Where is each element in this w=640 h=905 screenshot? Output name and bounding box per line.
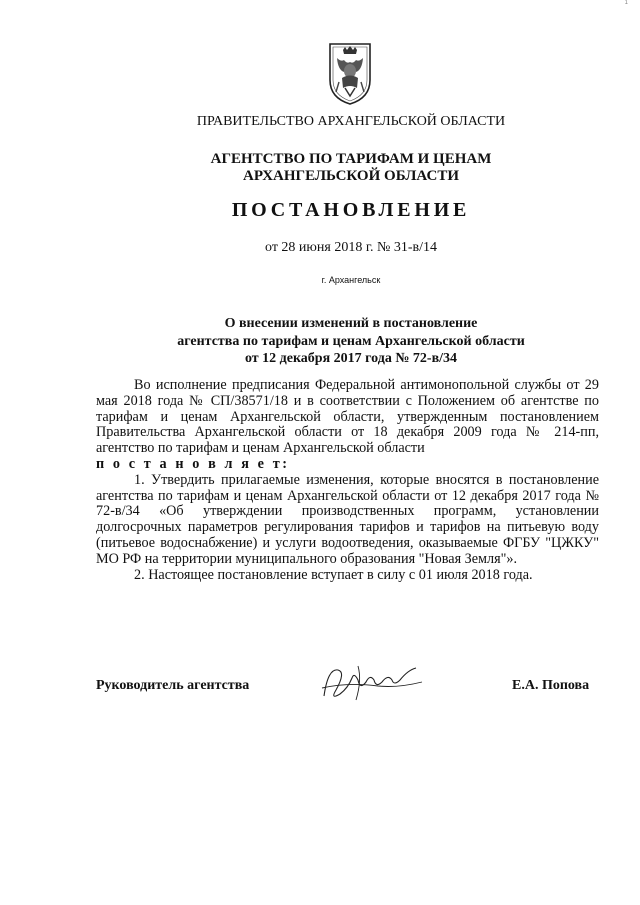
decides-word: п о с т а н о в л я е т: [96, 455, 290, 472]
coat-of-arms-emblem [327, 40, 373, 106]
agency-name-line1: АГЕНТСТВО ПО ТАРИФАМ И ЦЕНАМ [210, 151, 492, 167]
government-name: ПРАВИТЕЛЬСТВО АРХАНГЕЛЬСКОЙ ОБЛАСТИ [196, 114, 506, 129]
date-and-number: от 28 июня 2018 г. № 31-в/14 [265, 240, 437, 255]
signatory-position: Руководитель агентства [96, 678, 250, 693]
city: г. Архангельск [321, 275, 381, 285]
agency-name-line2: АРХАНГЕЛЬСКОЙ ОБЛАСТИ [243, 168, 459, 184]
subject-line2: агентства по тарифам и ценам Архангельской области [177, 334, 525, 349]
handwritten-signature [318, 660, 428, 704]
item-1-paragraph: 1. Утвердить прилагаемые изменения, которые вносятся в постановление агентства по тарифам и ценам Архангельской области от 12 декабря 2017 года № 72-в/34 «Об утверждении производственных программ, установлении долгосрочных параметров регулирования тарифов и тарифов на питьевую воду (питьевое водоснабжение) и услуги водоотведения, оказываемые ФГБУ "ЦЖКУ" МО РФ на территории муниципального образования "Новая Земля"». [96, 471, 599, 567]
signatory-name: Е.А. Попова [512, 678, 590, 693]
subject-line3: от 12 декабря 2017 года № 72-в/34 [244, 351, 458, 366]
document-body [96, 378, 599, 583]
preamble-paragraph: Во исполнение предписания Федеральной антимонопольной службы от 29 мая 2018 года № СП/38571/18 и в соответствии с Положением об агентстве по тарифам и ценам Архангельской области, утвержденным постановлением Правительства Архангельской области от 18 декабря 2009 года № 214-пп, агентство по тарифам и ценам Архангельской области [96, 377, 599, 457]
item-2-paragraph: 2. Настоящее постановление вступает в силу с 01 июля 2018 года. [134, 566, 533, 583]
document-type-title: ПОСТАНОВЛЕНИЕ [231, 199, 471, 221]
subject-line1: О внесении изменений в постановление [224, 316, 478, 331]
page-number: 1 [624, 0, 628, 6]
